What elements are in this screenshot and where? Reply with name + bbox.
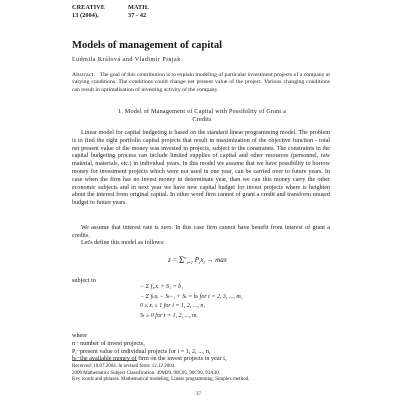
footnotes bbox=[72, 364, 249, 384]
subject-to-label: subject to bbox=[72, 277, 96, 284]
constraint-first-year: − Σ f₁ᵢxᵢ + S₁ = b₁ bbox=[140, 284, 184, 290]
objective-term-sub: i bbox=[199, 260, 201, 265]
objective-rhs: → max bbox=[206, 256, 227, 264]
journal-series-header bbox=[128, 4, 149, 19]
paragraph-model-description: Linear model for capital budgeting is based on the standard linear programming model. The problem is to find the right portfolio capital projects that result in maximization of the objective function - total net present value of the money was invested in projects, subject to the constraints. The constraints in the capital budgeting process can include limited supplies of capital and other resources (personnel, raw material, materials, etc.) in individual years. In this model we assume that we have possibility to borrow money for investment projects which were not used in one year, can be carried over to future years. In case when the firm has no invest money in determinate year, than we can this money carry the other economic subjects and in next year we have new capital budget for invest projects where is heighten about the interest from original capital. In other word firm cannot of grant a credit and transform unused budget to future years. bbox=[72, 130, 330, 207]
journal-name: CREATIVE bbox=[72, 4, 106, 11]
abstract-label: Abstract. bbox=[72, 72, 96, 78]
objective-variable: x bbox=[200, 256, 204, 264]
journal-series: MATH. bbox=[128, 4, 149, 11]
journal-header bbox=[72, 4, 105, 19]
sum-symbol: Σ bbox=[178, 255, 185, 265]
paper-title: Models of management of capital bbox=[72, 40, 223, 51]
footnote-received: Received: 10.07.2004. In revised form: 12.12.2004. bbox=[72, 364, 176, 369]
section-heading-line2: Credits bbox=[192, 116, 212, 123]
paper-authors: Ľudmila Králová and Vladimír Pinjak bbox=[72, 57, 181, 63]
definitions-list bbox=[72, 332, 227, 363]
paragraph-model-definition: Let's define this model as follows: bbox=[81, 240, 165, 246]
constraint-slack-nonnegative: Sₜ ≥ 0 for t = 1, 2, ..., m. bbox=[140, 312, 198, 319]
footnote-classification: 2000 Mathematics Subject Classification. 49M29, 90C05, 90C90, 93A30. bbox=[72, 370, 221, 376]
journal-issue: 13 (2004), bbox=[72, 11, 99, 19]
footnote-rule bbox=[72, 360, 137, 361]
footnote-keywords: Key words and phrases. Mathematical modeling, Linear programming, Simplex method. bbox=[72, 377, 250, 382]
section-heading bbox=[74, 108, 330, 124]
abstract-text: The goal of this contribution is to explain modeling of particular investment projects of a company at varying conditions. The conditions could change net present value of the project. Various changing conditions can result in optimalisation of investing activity of the company bbox=[72, 72, 331, 93]
definition-n: n− number of invest projects, bbox=[72, 339, 145, 347]
objective-variable-sub: i bbox=[203, 260, 205, 265]
section-heading-line1: 1. Model of Management of Capital with Possibility of Grant a bbox=[117, 108, 287, 115]
page-number: 37 bbox=[196, 392, 201, 397]
where-label: where bbox=[72, 332, 88, 339]
sum-upper-limit: n bbox=[184, 255, 187, 260]
page-range: 37 - 42 bbox=[128, 11, 147, 19]
definition-p: Pᵢ−present value of individual projects for i = 1, 2, ..., n, bbox=[72, 347, 211, 355]
objective-function bbox=[168, 254, 227, 264]
constraint-variable-bounds: 0 ≤ xᵢ ≤ 1 for i = 1, 2, ..., n, bbox=[140, 303, 205, 309]
sum-lower-limit: i=1 bbox=[186, 260, 193, 265]
objective-term: P bbox=[194, 256, 200, 264]
paragraph-interest-assumption: We assume that interest rate is zero. In this case firm cannot have benefit from interest of grant a credits. bbox=[72, 225, 330, 239]
abstract bbox=[72, 72, 330, 94]
constraints-block bbox=[140, 283, 242, 321]
objective-lhs: z = bbox=[168, 256, 178, 264]
definition-b: bₜ−the available money of firm on the invest projects in year t, bbox=[72, 355, 227, 363]
constraint-later-years: − Σ fₜᵢxᵢ − Sₜ₋₁ + Sₜ = bₜ for t = 2, 3, ..., m, bbox=[140, 293, 243, 300]
